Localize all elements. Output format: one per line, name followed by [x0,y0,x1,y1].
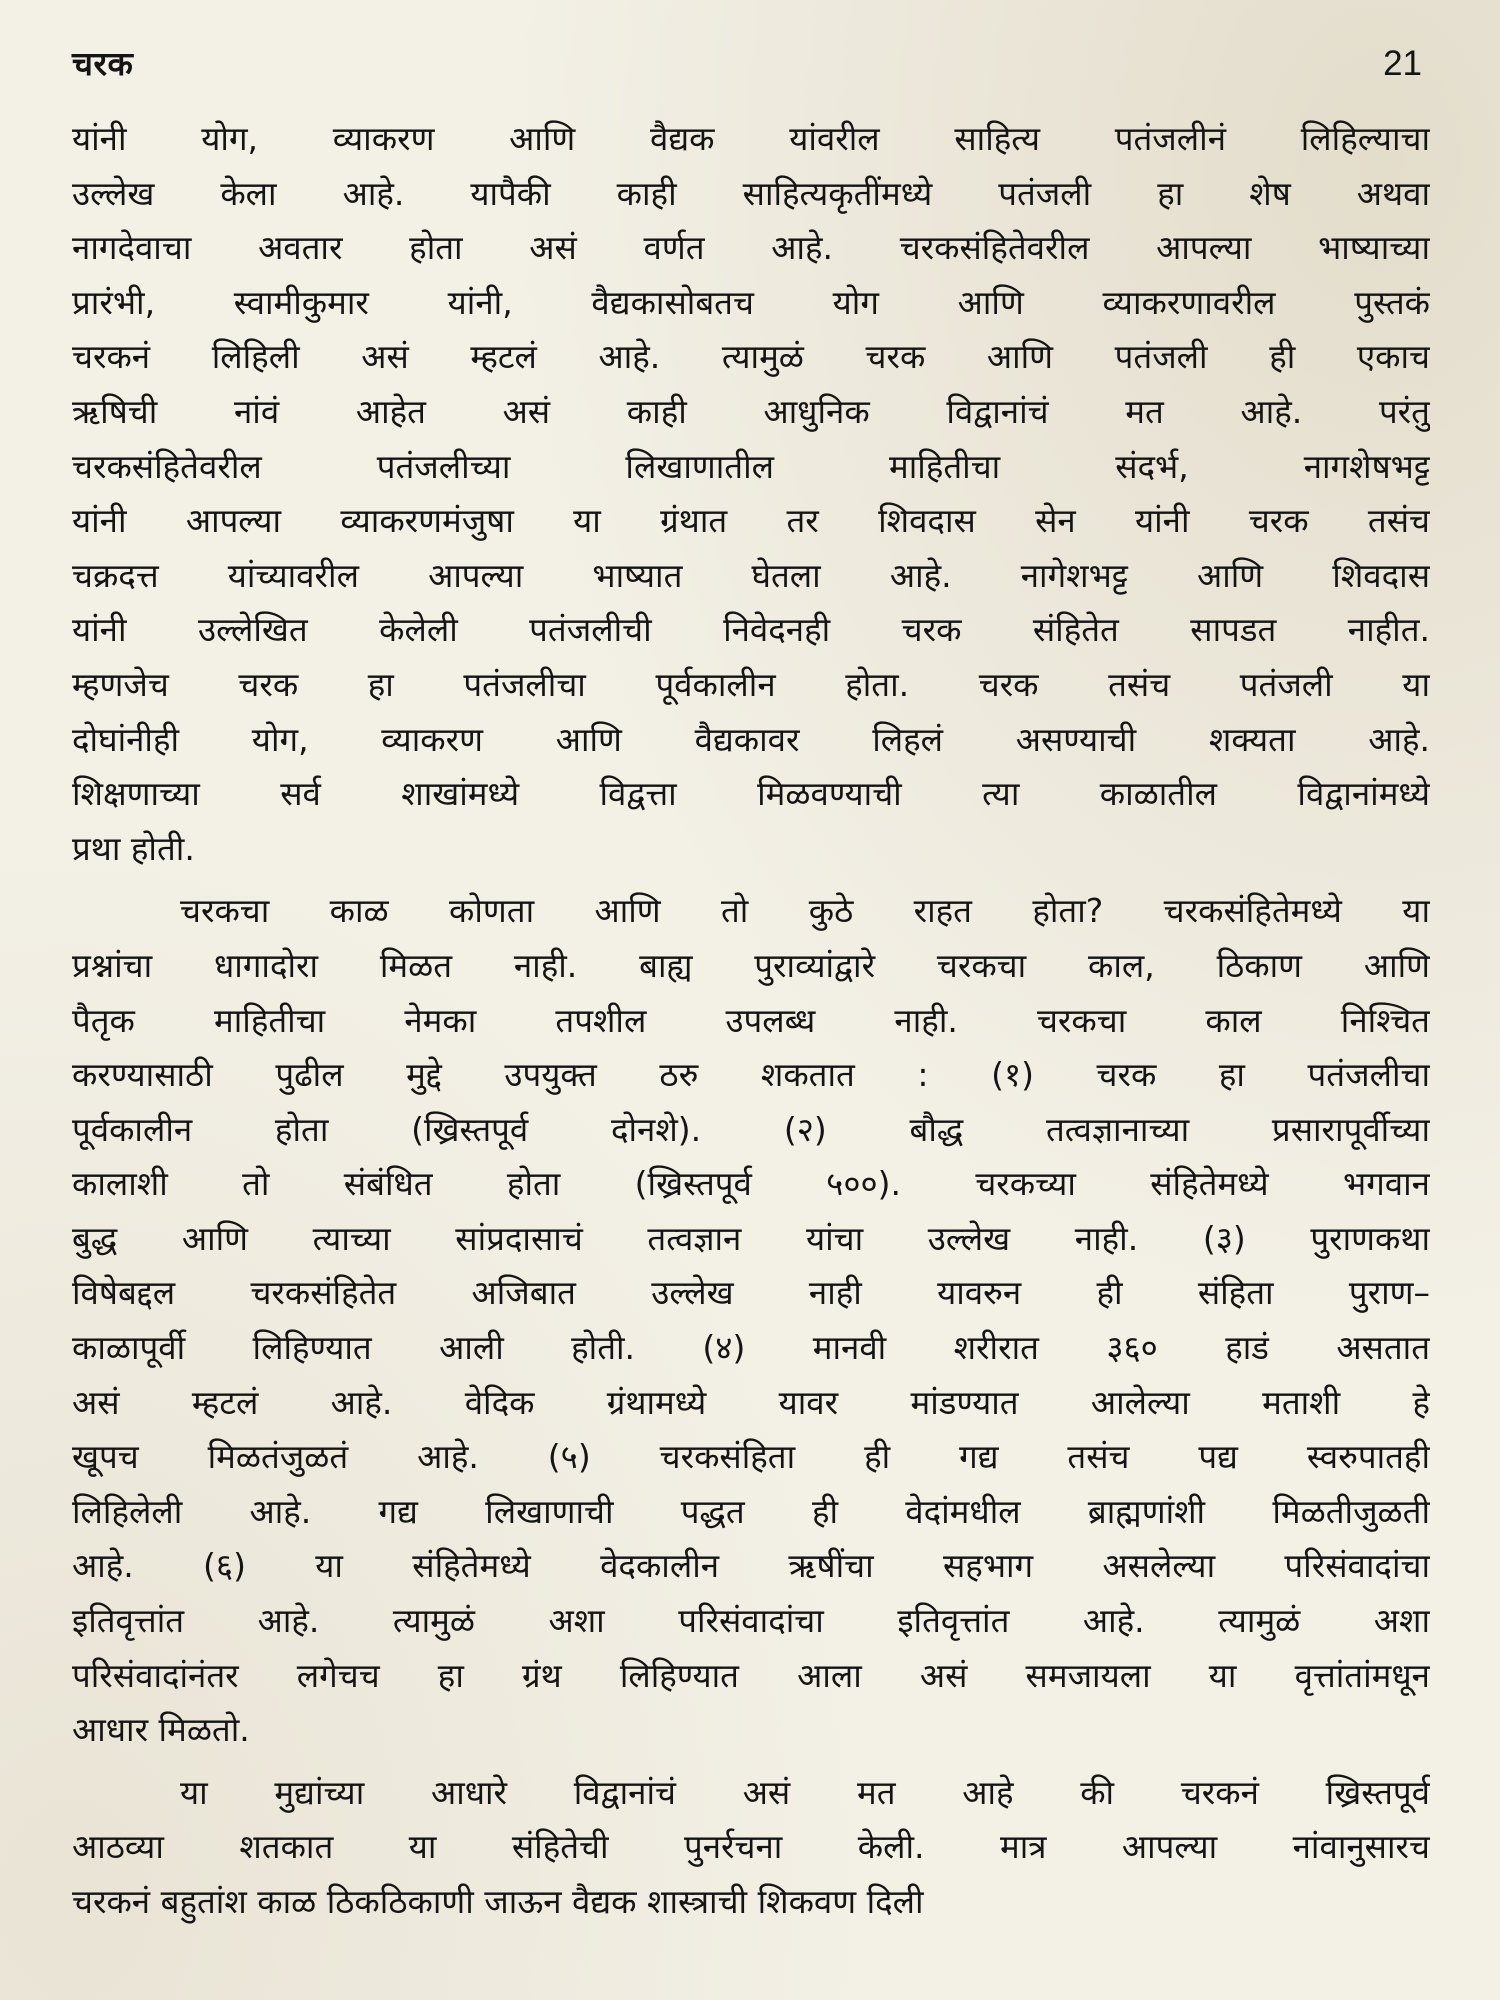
text-line: चक्रदत्त यांच्यावरील आपल्या भाष्यात घेतला आहे. नागेशभट्ट आणि शिवदास [72,555,1430,595]
text-line: पूर्वकालीन होता (ख्रिस्तपूर्व दोनशे). (२) बौद्ध तत्वज्ञानाच्या प्रसारापूर्वीच्या [72,1109,1430,1149]
running-header [72,40,1430,112]
page-number: 21 [1383,44,1422,83]
text-line: म्हणजेच चरक हा पतंजलीचा पूर्वकालीन होता. चरक तसंच पतंजली या [72,664,1430,704]
text-line: कालाशी तो संबंधित होता (ख्रिस्तपूर्व ५००). चरकच्या संहितेमध्ये भगवान [72,1164,1430,1204]
text-line: ऋषिची नांवं आहेत असं काही आधुनिक विद्वानांचं मत आहे. परंतु [72,391,1430,431]
text-line: बुद्ध आणि त्याच्या सांप्रदासाचं तत्वज्ञान यांचा उल्लेख नाही. (३) पुराणकथा [72,1218,1430,1258]
paragraph [72,112,1430,876]
paragraph [72,884,1430,1758]
text-line: शिक्षणाच्या सर्व शाखांमध्ये विद्वत्ता मिळवण्याची त्या काळातील विद्वानांमध्ये [72,774,1430,814]
text-line: नागदेवाचा अवतार होता असं वर्णत आहे. चरकसंहितेवरील आपल्या भाष्याच्या [72,228,1430,268]
text-line: आहे. (६) या संहितेमध्ये वेदकालीन ऋषींचा सहभाग असलेल्या परिसंवादांचा [72,1546,1430,1586]
text-line: दोघांनीही योग, व्याकरण आणि वैद्यकावर लिहलं असण्याची शक्यता आहे. [72,719,1430,759]
text-line: आधार मिळतो. [72,1710,250,1750]
running-title: चरक [72,44,134,83]
text-line: विषेबद्दल चरकसंहितेत अजिबात उल्लेख नाही यावरुन ही संहिता पुराण– [72,1273,1430,1313]
text-line: परिसंवादांनंतर लगेचच हा ग्रंथ लिहिण्यात आला असं समजायला या वृत्तांतांमधून [72,1655,1430,1695]
body-text [72,112,1430,1930]
text-line: उल्लेख केला आहे. यापैकी काही साहित्यकृतींमध्ये पतंजली हा शेष अथवा [72,173,1430,213]
text-line: इतिवृत्तांत आहे. त्यामुळं अशा परिसंवादांचा इतिवृत्तांत आहे. त्यामुळं अशा [72,1601,1430,1641]
text-line: या मुद्यांच्या आधारे विद्वानांचं असं मत आहे की चरकनं ख्रिस्तपूर्व [180,1772,1430,1812]
text-line: आठव्या शतकात या संहितेची पुनर्रचना केली. मात्र आपल्या नांवानुसारच [72,1827,1430,1867]
text-line: असं म्हटलं आहे. वेदिक ग्रंथामध्ये यावर मांडण्यात आलेल्या मताशी हे [72,1382,1430,1422]
text-line: चरकचा काळ कोणता आणि तो कुठे राहत होता? चरकसंहितेमध्ये या [180,891,1430,931]
text-line: काळापूर्वी लिहिण्यात आली होती. (४) मानवी शरीरात ३६० हाडं असतात [72,1328,1430,1368]
text-line: चरकनं लिहिली असं म्हटलं आहे. त्यामुळं चरक आणि पतंजली ही एकाच [72,337,1430,377]
text-line: यांनी योग, व्याकरण आणि वैद्यक यांवरील साहित्य पतंजलीनं लिहिल्याचा [72,119,1430,158]
text-line: यांनी आपल्या व्याकरणमंजुषा या ग्रंथात तर शिवदास सेन यांनी चरक तसंच [72,501,1430,541]
text-line: लिहिलेली आहे. गद्य लिखाणाची पद्धत ही वेदांमधील ब्राह्मणांशी मिळतीजुळती [72,1491,1430,1531]
text-line: यांनी उल्लेखित केलेली पतंजलीची निवेदनही चरक संहितेत सापडत नाहीत. [72,610,1430,650]
text-line: प्रारंभी, स्वामीकुमार यांनी, वैद्यकासोबतच योग आणि व्याकरणावरील पुस्तकं [72,282,1430,322]
text-line: करण्यासाठी पुढील मुद्दे उपयुक्त ठरु शकतात : (१) चरक हा पतंजलीचा [72,1055,1430,1095]
text-line: चरकनं बहुतांश काळ ठिकठिकाणी जाऊन वैद्यक शास्त्राची शिकवण दिली [72,1882,924,1921]
text-line: पैतृक माहितीचा नेमका तपशील उपलब्ध नाही. चरकचा काल निश्चित [72,1000,1430,1040]
text-line: प्रश्नांचा धागादोरा मिळत नाही. बाह्य पुराव्यांद्वारे चरकचा काल, ठिकाण आणि [72,945,1430,985]
text-line: चरकसंहितेवरील पतंजलीच्या लिखाणातील माहितीचा संदर्भ, नागशेषभट्ट [72,446,1430,486]
text-line: खूपच मिळतंजुळतं आहे. (५) चरकसंहिता ही गद्य तसंच पद्य स्वरुपातही [72,1437,1430,1477]
text-line: प्रथा होती. [72,828,195,868]
paragraph [72,1766,1430,1930]
